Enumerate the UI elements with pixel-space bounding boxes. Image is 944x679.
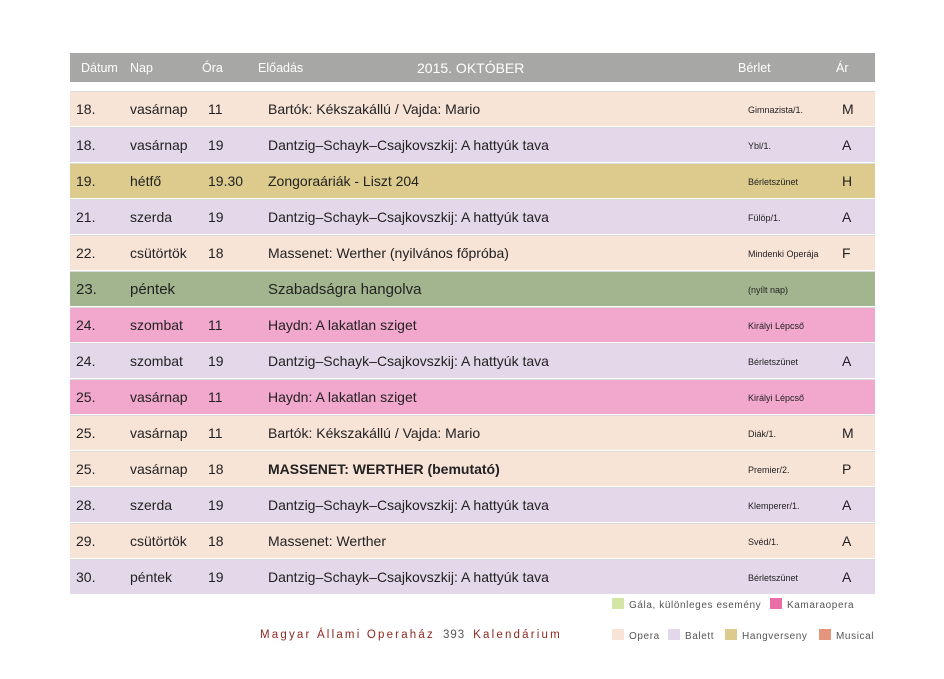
table-row <box>70 91 875 127</box>
legend-hangverseny-swatch <box>725 629 737 640</box>
legend-kamaraopera <box>770 598 854 611</box>
legend-balett <box>668 629 714 642</box>
row-day: vasárnap <box>130 389 188 405</box>
table-row <box>70 163 875 199</box>
table-row <box>70 127 875 163</box>
table-row <box>70 415 875 451</box>
row-title: Dantzig–Schayk–Csajkovszkij: A hattyúk tava <box>268 353 549 369</box>
table-row <box>70 235 875 271</box>
row-time: 19.30 <box>208 173 244 189</box>
table-row <box>70 559 875 595</box>
row-day: csütörtök <box>130 533 187 549</box>
row-series: Fülöp/1. <box>748 213 781 223</box>
row-title: Massenet: Werther (nyilvános főpróba) <box>268 245 509 261</box>
row-day: péntek <box>130 569 173 585</box>
row-date: 25. <box>76 389 96 405</box>
row-day: szerda <box>130 209 173 225</box>
row-day: vasárnap <box>130 461 188 477</box>
row-day: vasárnap <box>130 137 188 153</box>
row-series: Ybl/1. <box>748 141 772 151</box>
header-performance: Előadás <box>258 61 304 75</box>
row-series: Mindenki Operája <box>748 249 819 259</box>
row-date: 24. <box>76 317 96 333</box>
row-day: szerda <box>130 497 173 513</box>
row-time: 19 <box>208 137 224 153</box>
legend-kamaraopera-swatch <box>770 598 782 609</box>
row-series: (nyílt nap) <box>748 285 789 295</box>
row-price: A <box>842 569 852 585</box>
row-price: A <box>842 353 852 369</box>
table-header <box>70 53 875 82</box>
row-title: Massenet: Werther <box>268 533 387 549</box>
row-price: A <box>842 137 852 153</box>
legend-balett-swatch <box>668 629 680 640</box>
row-time: 11 <box>208 425 223 441</box>
row-day: vasárnap <box>130 101 188 117</box>
row-title: Zongoraáriák - Liszt 204 <box>268 173 419 189</box>
row-date: 29. <box>76 533 96 549</box>
row-series: Premier/2. <box>748 465 790 475</box>
row-date: 21. <box>76 209 96 225</box>
row-time: 19 <box>208 497 224 513</box>
row-date: 18. <box>76 137 96 153</box>
row-day: szombat <box>130 317 183 333</box>
legend-hangverseny-label: Hangverseny <box>742 631 808 642</box>
row-title: Dantzig–Schayk–Csajkovszkij: A hattyúk tava <box>268 137 549 153</box>
row-price: P <box>842 461 852 477</box>
table-row <box>70 487 875 523</box>
row-title: MASSENET: WERTHER (bemutató) <box>268 461 500 477</box>
row-time: 18 <box>208 461 224 477</box>
row-series: Királyi Lépcső <box>748 393 805 403</box>
legend-kamaraopera-label: Kamaraopera <box>787 600 855 611</box>
legend-opera-swatch <box>612 629 624 640</box>
table-row <box>70 379 875 415</box>
row-date: 23. <box>76 281 97 298</box>
legend-gala-label: Gála, különleges esemény <box>629 600 762 611</box>
row-day: vasárnap <box>130 425 188 441</box>
header-day: Nap <box>130 61 153 75</box>
header-month: 2015. OKTÓBER <box>417 60 525 76</box>
footer-book-title: Kalendárium <box>473 629 562 641</box>
row-date: 28. <box>76 497 96 513</box>
row-series: Svéd/1. <box>748 537 779 547</box>
legend-musical-swatch <box>819 629 831 640</box>
row-title: Dantzig–Schayk–Csajkovszkij: A hattyúk tava <box>268 209 549 225</box>
row-day: hétfő <box>130 173 162 189</box>
legend-hangverseny <box>725 629 808 642</box>
table-row <box>70 199 875 235</box>
row-series: Klemperer/1. <box>748 501 800 511</box>
schedule-table <box>70 91 875 595</box>
row-series: Gimnazista/1. <box>748 105 804 115</box>
row-title: Dantzig–Schayk–Csajkovszkij: A hattyúk tava <box>268 569 549 585</box>
legend-musical-label: Musical <box>836 631 875 642</box>
table-row <box>70 523 875 559</box>
row-price: A <box>842 533 852 549</box>
footer-institution: Magyar Állami Operaház <box>260 629 435 641</box>
row-title: Szabadságra hangolva <box>268 281 422 298</box>
row-date: 22. <box>76 245 96 261</box>
row-price: A <box>842 497 852 513</box>
row-date: 25. <box>76 425 96 441</box>
row-time: 18 <box>208 245 224 261</box>
table-row <box>70 343 875 379</box>
row-time: 11 <box>208 389 223 405</box>
row-title: Bartók: Kékszakállú / Vajda: Mario <box>268 101 481 117</box>
row-series: Bérletszünet <box>748 573 799 583</box>
legend-gala-swatch <box>612 598 624 609</box>
row-time: 19 <box>208 353 224 369</box>
legend-opera <box>612 629 660 642</box>
row-title: Haydn: A lakatlan sziget <box>268 317 417 333</box>
header-price: Ár <box>836 61 849 75</box>
row-date: 24. <box>76 353 96 369</box>
row-day: péntek <box>130 281 176 298</box>
row-series: Diák/1. <box>748 429 777 439</box>
row-time: 19 <box>208 209 224 225</box>
row-date: 25. <box>76 461 96 477</box>
row-series: Bérletszünet <box>748 177 799 187</box>
legend-opera-label: Opera <box>629 631 660 642</box>
row-time: 19 <box>208 569 224 585</box>
row-day: szombat <box>130 353 183 369</box>
table-row <box>70 271 875 307</box>
row-date: 30. <box>76 569 96 585</box>
footer-credit <box>260 629 562 641</box>
row-title: Haydn: A lakatlan sziget <box>268 389 417 405</box>
row-time: 11 <box>208 317 223 333</box>
row-price: M <box>842 101 854 117</box>
legend-balett-label: Balett <box>685 631 715 642</box>
legend-musical <box>819 629 874 642</box>
row-price: M <box>842 425 854 441</box>
row-series: Bérletszünet <box>748 357 799 367</box>
table-row <box>70 307 875 343</box>
row-price: F <box>842 245 851 261</box>
row-date: 19. <box>76 173 96 189</box>
row-date: 18. <box>76 101 96 117</box>
table-row <box>70 451 875 487</box>
header-date: Dátum <box>81 61 118 75</box>
row-time: 18 <box>208 533 224 549</box>
row-series: Királyi Lépcső <box>748 321 805 331</box>
header-time: Óra <box>202 61 223 75</box>
row-price: H <box>842 173 853 189</box>
legend-gala <box>612 598 761 611</box>
row-title: Dantzig–Schayk–Csajkovszkij: A hattyúk tava <box>268 497 549 513</box>
row-day: csütörtök <box>130 245 187 261</box>
row-time: 11 <box>208 101 223 117</box>
row-price: A <box>842 209 852 225</box>
row-title: Bartók: Kékszakállú / Vajda: Mario <box>268 425 481 441</box>
header-series: Bérlet <box>738 61 771 75</box>
footer-page-number: 393 <box>442 629 466 641</box>
